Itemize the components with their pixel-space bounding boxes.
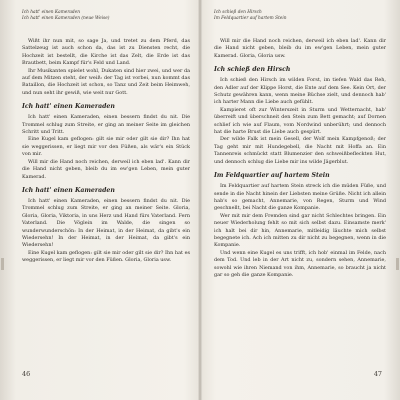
song-text (214, 183, 386, 279)
stanza: Der wilde Falk ist mein Gesell, der Wolf mein Kampfgenoß; der Tag geht mir mit Hundegebell, die Nacht mit Hoffa an. Ein Tannenreis schmückt statt Blumenzier den schweißbefleckten Hut, und dennoch schlug die Liebe mir ins wilde Jägerblut. (214, 136, 386, 165)
toc-line: Ich hatt' einen Kameraden (22, 10, 80, 15)
stanza: Ich hatt' einen Kameraden, einen bessern findst du nit. Die Trommel schlug zum Streite, er ging an meiner Seite im gleichen Schritt und Tritt. (22, 114, 190, 136)
song-text (214, 77, 386, 166)
toc-line: Ich hatt' einen Kameraden (neue Weise) (22, 16, 110, 21)
stanza: Im Feldquartier auf hartem Stein streck ich die müden Füße, und sende in die Nacht hinein der Liebsten meine Grüße. Nicht ich allein hab's so gemacht, Annemarie, von Regen, Sturm und Wind geschnellt, bei Nacht die ganze Kompanie. (214, 183, 386, 212)
song-text (22, 198, 190, 265)
page-edge-mark (396, 258, 399, 270)
page-number: 47 (373, 370, 382, 378)
stanza: Ich hatt' einen Kameraden, einen bessern findst du nit. Die Trommel schlug zum Streite, er ging an meiner Seite. Gloria, Gloria, Gloria, Viktoria, in uns Herz und Hand fürs Vaterland. Fern Vaterland. Die Vöglein im Walde, die singen so wunderwunderschön: In der Heimat, in der Heimat, da gibt's ein Wiedersehn! In der Heimat, in der Heimat, da gibt's ein Wiedersehn! (22, 197, 190, 249)
toc-line: Ich schieß den Hirsch (214, 10, 262, 15)
intro-text (22, 38, 190, 97)
song-text (22, 114, 190, 181)
toc-line: Im Feldquartier auf hartem Stein (214, 16, 287, 21)
stanza: Kampieret oft zur Winterszeit in Sturm und Wetternacht, hab' überreift und überschneit den Stein zum Bett gemacht; auf Dornen schlief ich wie auf Flaum, vom Nordwind unberührt; und dennoch hat die harte Brust die Liebe auch gespürt. (214, 106, 386, 136)
right-page-header (214, 10, 386, 22)
left-page-header (22, 10, 190, 22)
right-page (200, 0, 400, 400)
page-number: 46 (22, 370, 31, 378)
stanza: Ich schieß den Hirsch im wilden Forst, im tiefen Wald das Reh, den Adler auf der Klippe Horst, die Ente auf dem See. Kein Ort, der Schutz gewähren kann, wenn meine Büchse zielt, und dennoch hab' ich harter Mann die Liebe auch gefühlt. (214, 77, 386, 106)
stanza: Will mir die Hand noch reichen, derweil ich eben lad'. Kann dir die Hand nicht geben, bleib du im ew'gen Leben, mein guter Kamerad. (22, 158, 190, 180)
song-title: Im Feldquartier auf hartem Stein (214, 172, 330, 180)
stanza: Wer mit mir dem Fremden sind gar nicht Schlechtes bringen. Ein neuer Wiederholung fehlt so mit sich selbst dazu. Einsamste merk' ich halt bei dir hin, Annemarie, mitleidig läuchte mich selbst begegnete ich. Ach ich mitten zu dir nicht zu begegnen, wenn in die Kompanie. (214, 212, 386, 249)
song-title: Ich hatt' einen Kameraden (22, 186, 115, 194)
paragraph: Wißt ihr nun mit, so sage Ja, und tretet zu dem Pferd, das Sattelzeug ist auch schon da, das ist zu Diensten recht, die Hochzeit ist bestellt, die Kirche ist das Zelt, die Erde ist das Brautbett, beim Kampf für's Feld und Land. (22, 38, 190, 67)
paragraph: Ihr Musikanten spielet wohl, Dukaten sind hier zwei, und wer da auf dem Mitzen steht, der weiß: der Tag ist vorbei, nun kommt das Bataillon, die Hochzeit ist schon, so Tanz und Zeit beim Heimweh, und nun seht ihr gewiß, wie weit nur Gott. (22, 67, 190, 96)
stanza: Und wenn eine Kugel es uns trifft, ich hob' einmal im Felde, nach dem Tod. Und leb in der Art nicht zu, sondern sehen, Annemarie, sowohl wie ihren Niemand von ihm, Annemarie, so braucht ja nicht gar so geh die ganze Kompanie. (214, 249, 386, 278)
stanza: Eine Kugel kam geflogen: gilt sie mir oder gilt sie dir? Ihn hat sie weggerissen, er liegt mir vor den Füßen, als wär's ein Stück von mir. (22, 136, 190, 158)
page-edge-mark (1, 258, 4, 270)
song-title: Ich hatt' einen Kameraden (22, 103, 115, 111)
stanza: Eine Kugel kam geflogen: gilt sie mir oder gilt sie dir? Ihn hat es weggerissen, er liegt mir vor den Füßen. Gloria, Gloria usw. (22, 249, 190, 264)
song-title: Ich schieß den Hirsch (214, 66, 291, 74)
book-gutter (198, 0, 202, 400)
paragraph: Will mir die Hand noch reichen, derweil ich eben lad'. Kann dir die Hand nicht geben, bleib du im ew'gen Leben, mein guter Kamerad. Gloria, Gloria usw. (214, 38, 386, 59)
intro-text (214, 38, 386, 60)
